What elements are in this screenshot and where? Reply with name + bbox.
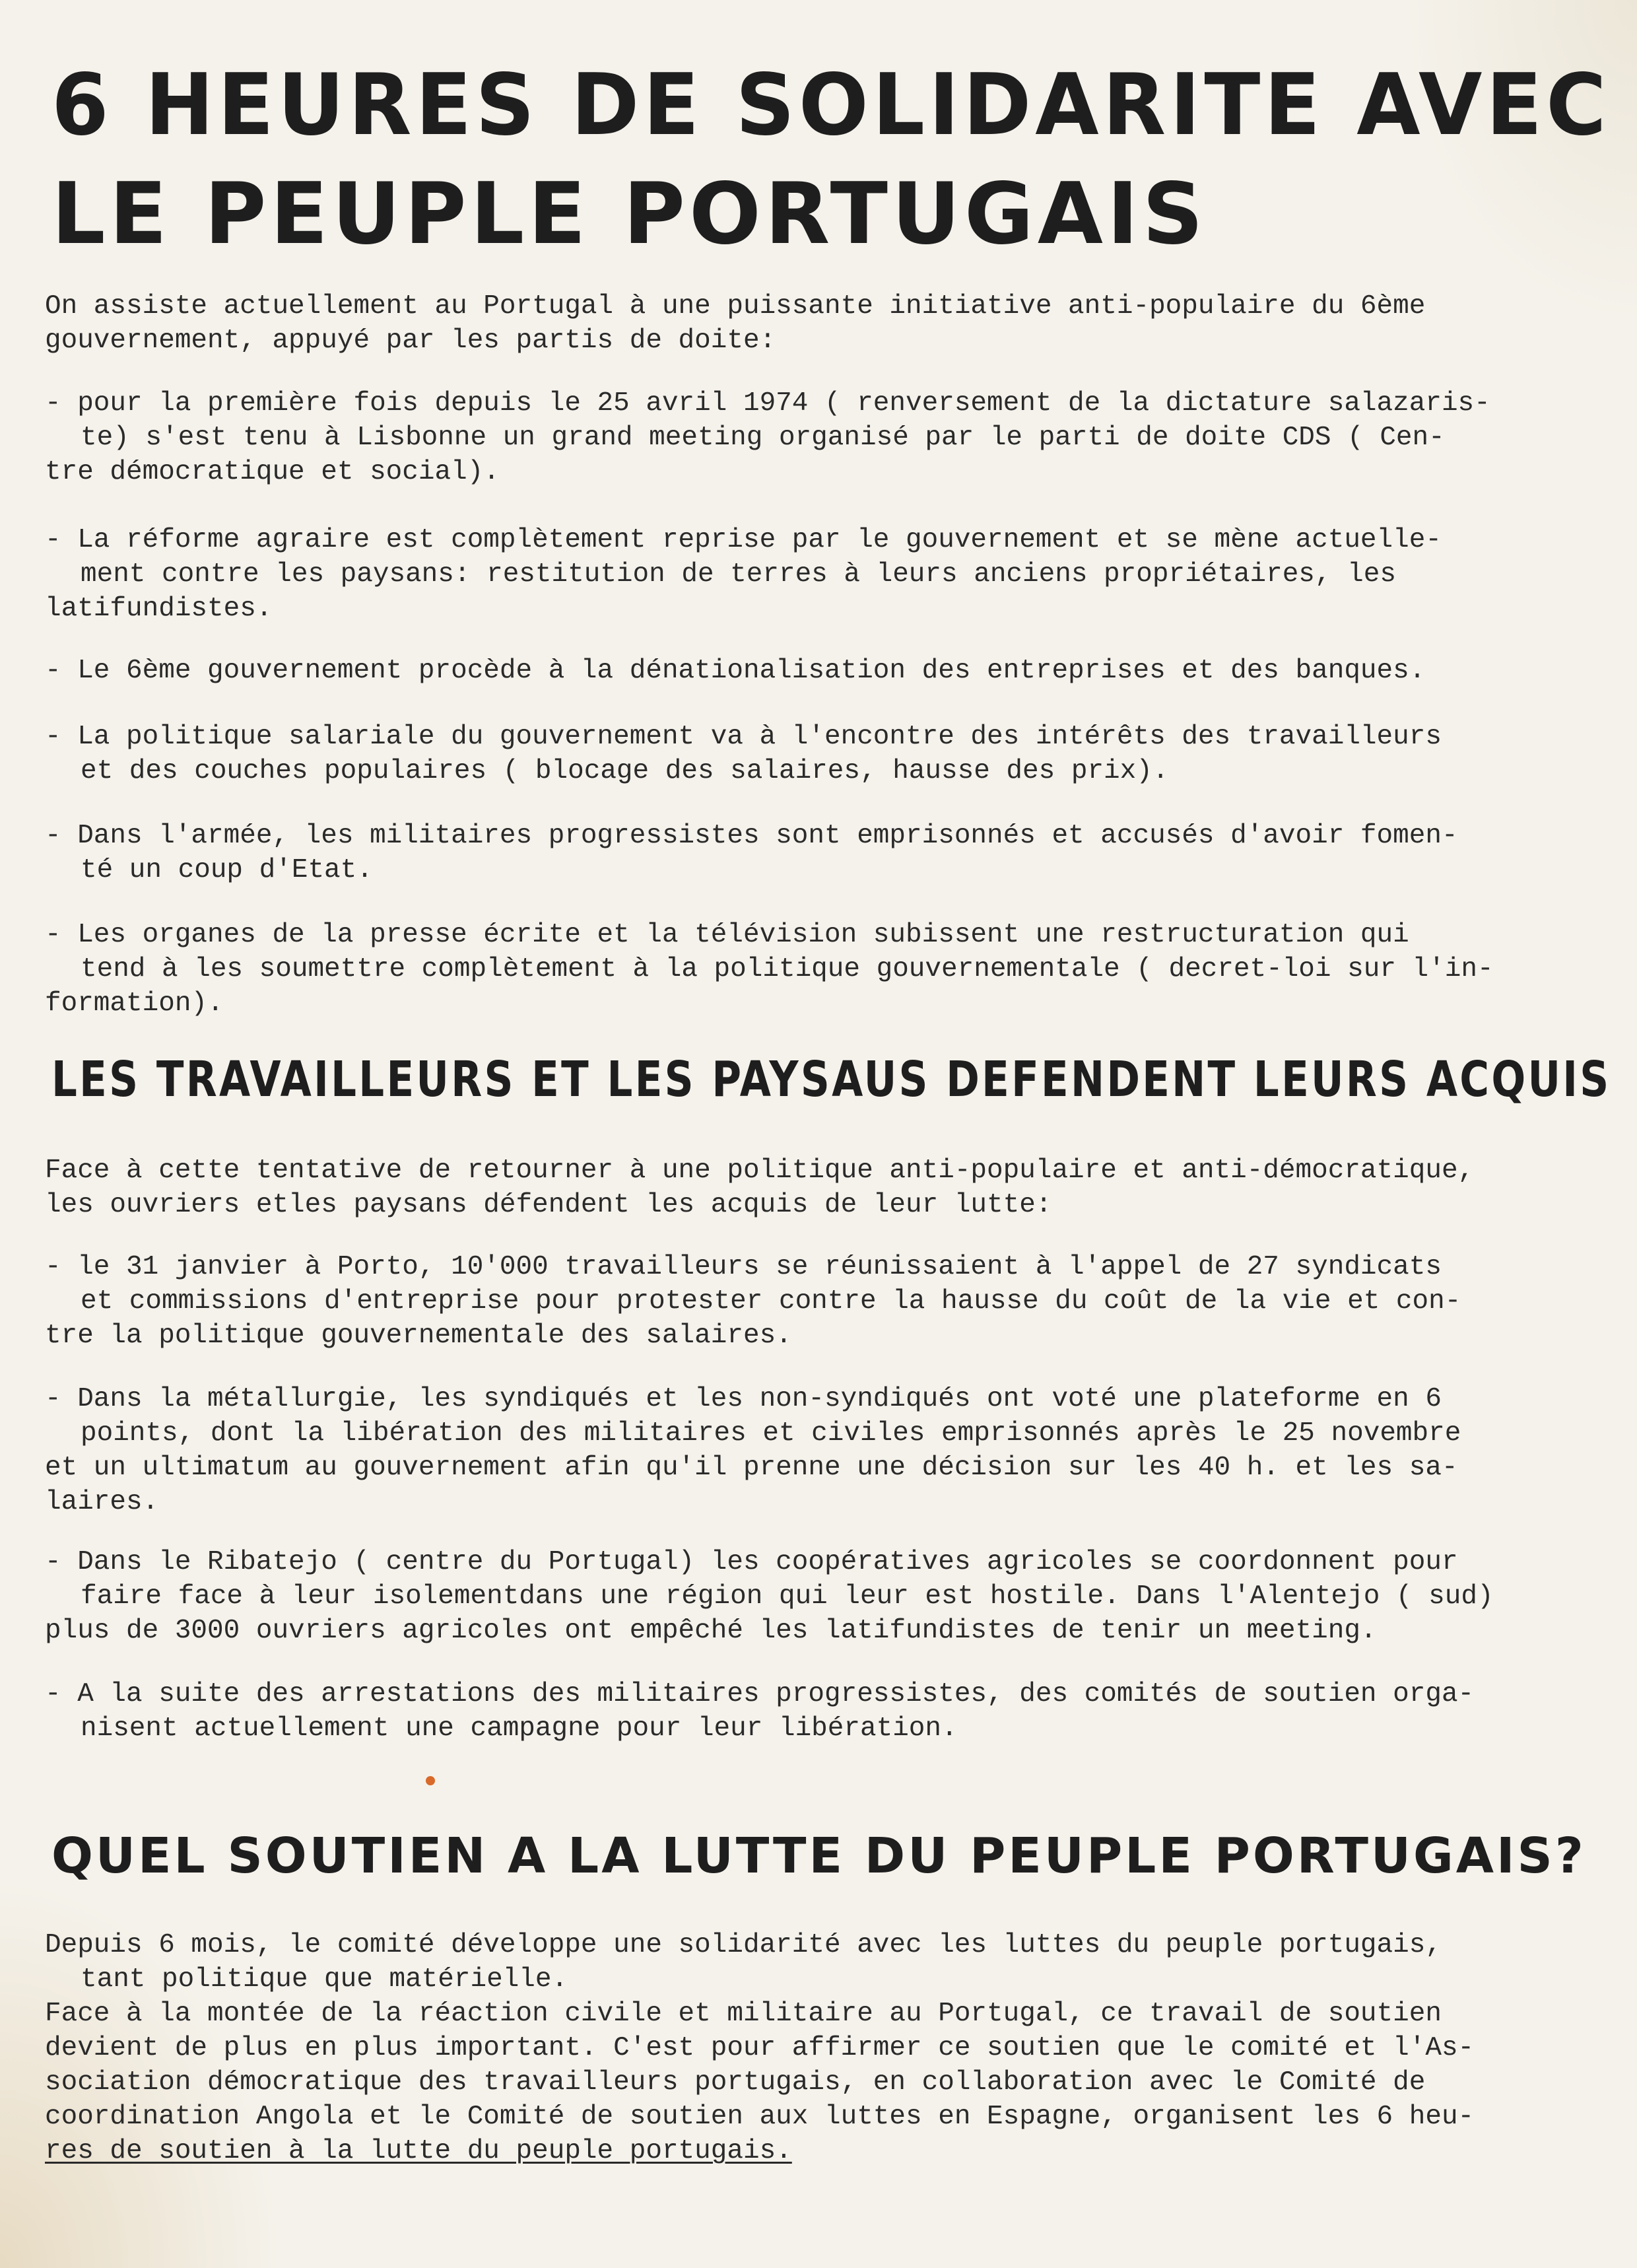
section3-paragraph bbox=[45, 1928, 1523, 2168]
text-line: - La réforme agraire est complètement reprise par le gouvernement et se mène actuelle- bbox=[45, 525, 1442, 555]
section2-heading: LES TRAVAILLEURS ET LES PAYSAUS DEFENDENT LEURS ACQUIS bbox=[51, 1051, 1611, 1108]
text-line: laires. bbox=[45, 1487, 159, 1517]
section3-heading: QUEL SOUTIEN A LA LUTTE DU PEUPLE PORTUGAIS? bbox=[51, 1828, 1586, 1884]
text-line: latifundistes. bbox=[45, 594, 273, 624]
text-line: tre la politique gouvernementale des salaires. bbox=[45, 1321, 792, 1351]
text-line: Depuis 6 mois, le comité développe une solidarité avec les luttes du peuple portugais, bbox=[45, 1930, 1442, 1960]
section1-bullet-4 bbox=[45, 720, 1523, 788]
text-line: plus de 3000 ouvriers agricoles ont empêché les latifundistes de tenir un meeting. bbox=[45, 1616, 1377, 1646]
text-line: points, dont la libération des militaires et civiles emprisonnés après le 25 novembre bbox=[81, 1418, 1461, 1449]
underlined-text-line: res de soutien à la lutte du peuple portugais. bbox=[45, 2136, 792, 2166]
text-line: coordination Angola et le Comité de soutien aux luttes en Espagne, organisent les 6 heu- bbox=[45, 2102, 1475, 2132]
text-line: - Les organes de la presse écrite et la télévision subissent une restructuration qui bbox=[45, 920, 1409, 950]
section1-bullet-1 bbox=[45, 386, 1523, 489]
section2-bullet-3 bbox=[45, 1545, 1523, 1648]
section1-bullet-5 bbox=[45, 819, 1523, 887]
text-line: tant politique que matérielle. bbox=[81, 1964, 568, 1995]
text-line: et des couches populaires ( blocage des salaires, hausse des prix). bbox=[81, 756, 1169, 786]
text-line: te) s'est tenu à Lisbonne un grand meeting organisé par le parti de doite CDS ( Cen- bbox=[81, 423, 1445, 453]
section2-bullet-1 bbox=[45, 1250, 1523, 1353]
text-line: formation). bbox=[45, 988, 224, 1019]
text-line: Face à la montée de la réaction civile et militaire au Portugal, ce travail de soutien bbox=[45, 1999, 1442, 2029]
text-line: tend à les soumettre complètement à la politique gouvernementale ( decret-loi sur l'in- bbox=[81, 954, 1494, 984]
text-line: devient de plus en plus important. C'est pour affirmer ce soutien que le comité et l'As- bbox=[45, 2033, 1475, 2063]
text-line: - le 31 janvier à Porto, 10'000 travailleurs se réunissaient à l'appel de 27 syndicats bbox=[45, 1252, 1442, 1282]
text-line: et commissions d'entreprise pour protester contre la hausse du coût de la vie et con- bbox=[81, 1286, 1461, 1317]
text-line: - Dans le Ribatejo ( centre du Portugal) les coopératives agricoles se coordonnent pour bbox=[45, 1547, 1458, 1577]
text-line: tre démocratique et social). bbox=[45, 457, 500, 487]
text-line: sociation démocratique des travailleurs portugais, en collaboration avec le Comité de bbox=[45, 2067, 1426, 2098]
text-line: gouvernement, appuyé par les partis de doite: bbox=[45, 326, 776, 356]
text-line: - Le 6ème gouvernement procède à la dénationalisation des entreprises et des banques. bbox=[45, 656, 1426, 686]
text-line: faire face à leur isolementdans une région qui leur est hostile. Dans l'Alentejo ( sud) bbox=[81, 1581, 1494, 1612]
title-line-2: LE PEUPLE PORTUGAIS bbox=[51, 165, 1207, 263]
text-line: - Dans la métallurgie, les syndiqués et les non-syndiqués ont voté une plateforme en 6 bbox=[45, 1384, 1442, 1414]
text-line: té un coup d'Etat. bbox=[81, 855, 373, 885]
text-line: - La politique salariale du gouvernement va à l'encontre des intérêts des travailleurs bbox=[45, 722, 1442, 752]
section2-intro bbox=[45, 1153, 1523, 1222]
section2-bullet-4 bbox=[45, 1677, 1523, 1746]
section1-bullet-3 bbox=[45, 654, 1523, 688]
text-line: ment contre les paysans: restitution de terres à leurs anciens propriétaires, les bbox=[81, 559, 1396, 590]
text-line: et un ultimatum au gouvernement afin qu'il prenne une décision sur les 40 h. et les sa- bbox=[45, 1453, 1458, 1483]
section1-bullet-6 bbox=[45, 918, 1523, 1021]
text-line: les ouvriers etles paysans défendent les acquis de leur lutte: bbox=[45, 1190, 1052, 1220]
section2-bullet-2 bbox=[45, 1382, 1523, 1519]
text-line: On assiste actuellement au Portugal à une puissante initiative anti-populaire du 6ème bbox=[45, 291, 1426, 322]
section1-bullet-2 bbox=[45, 523, 1523, 626]
section1-intro bbox=[45, 289, 1523, 358]
text-line: - Dans l'armée, les militaires progressistes sont emprisonnés et accusés d'avoir fomen- bbox=[45, 821, 1458, 851]
title-line-1: 6 HEURES DE SOLIDARITE AVEC bbox=[51, 56, 1611, 155]
text-line: - pour la première fois depuis le 25 avril 1974 ( renversement de la dictature salazaris- bbox=[45, 388, 1490, 419]
text-line: nisent actuellement une campagne pour leur libération. bbox=[81, 1713, 958, 1744]
ink-stain bbox=[426, 1776, 435, 1785]
text-line: Face à cette tentative de retourner à une politique anti-populaire et anti-démocratique, bbox=[45, 1155, 1475, 1186]
text-line: - A la suite des arrestations des militaires progressistes, des comités de soutien orga- bbox=[45, 1679, 1475, 1709]
